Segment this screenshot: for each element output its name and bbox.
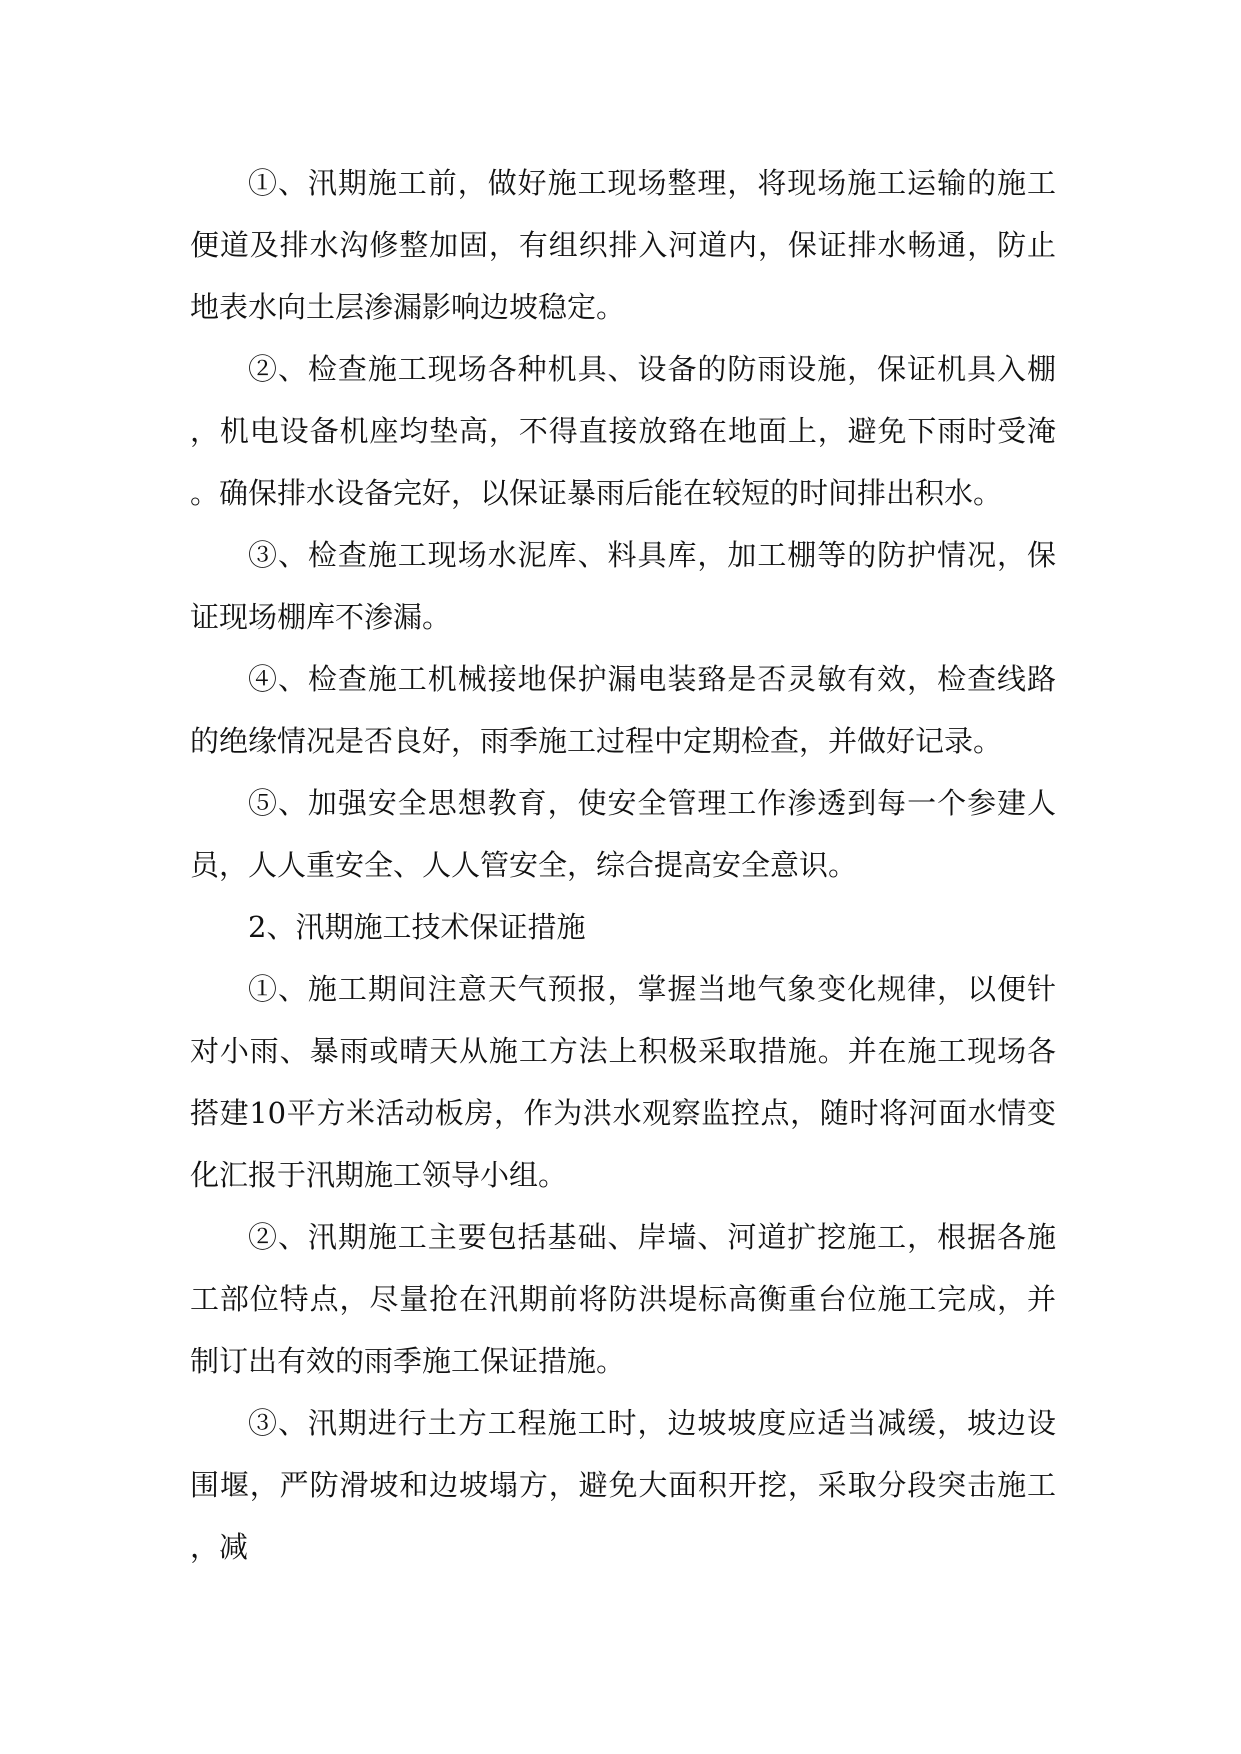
paragraph-weather-monitoring: ①、施工期间注意天气预报，掌握当地气象变化规律，以便针对小雨、暴雨或晴天从施工方法上积极采取措施。并在施工现场各搭建10平方米活动板房，作为洪水观察监控点，随时将河面水情变化汇报于汛期施工领导小组。 [190, 972, 1056, 1192]
paragraph-construction-scope: ②、汛期施工主要包括基础、岸墙、河道扩挖施工，根据各施工部位特点，尽量抢在汛期前将防洪堤标高衡重台位施工完成，并制订出有效的雨季施工保证措施。 [190, 1220, 1056, 1378]
paragraph-earthwork-measures: ③、汛期进行土方工程施工时，边坡坡度应适当减缓，坡边设围堰，严防滑坡和边坡塌方，避免大面积开挖，采取分段突击施工，减 [190, 1406, 1056, 1564]
paragraph-equipment-rain-protection: ②、检查施工现场各种机具、设备的防雨设施，保证机具入棚，机电设备机座均垫高，不得直接放臵在地面上，避免下雨时受淹。确保排水设备完好，以保证暴雨后能在较短的时间排出积水。 [190, 352, 1056, 510]
paragraph-warehouse-protection: ③、检查施工现场水泥库、料具库，加工棚等的防护情况，保证现场棚库不渗漏。 [190, 538, 1056, 634]
paragraph-flood-site-preparation: ①、汛期施工前，做好施工现场整理，将现场施工运输的施工便道及排水沟修整加固，有组织排入河道内，保证排水畅通，防止地表水向土层渗漏影响边坡稳定。 [190, 166, 1056, 324]
paragraph-grounding-leakage-check: ④、检查施工机械接地保护漏电装臵是否灵敏有效，检查线路的绝缘情况是否良好，雨季施工过程中定期检查，并做好记录。 [190, 662, 1056, 758]
paragraph-safety-education: ⑤、加强安全思想教育，使安全管理工作渗透到每一个参建人员，人人重安全、人人管安全，综合提高安全意识。 [190, 786, 1056, 882]
section-heading-technical-measures: 2、汛期施工技术保证措施 [248, 910, 586, 944]
document-body [190, 152, 1056, 1578]
